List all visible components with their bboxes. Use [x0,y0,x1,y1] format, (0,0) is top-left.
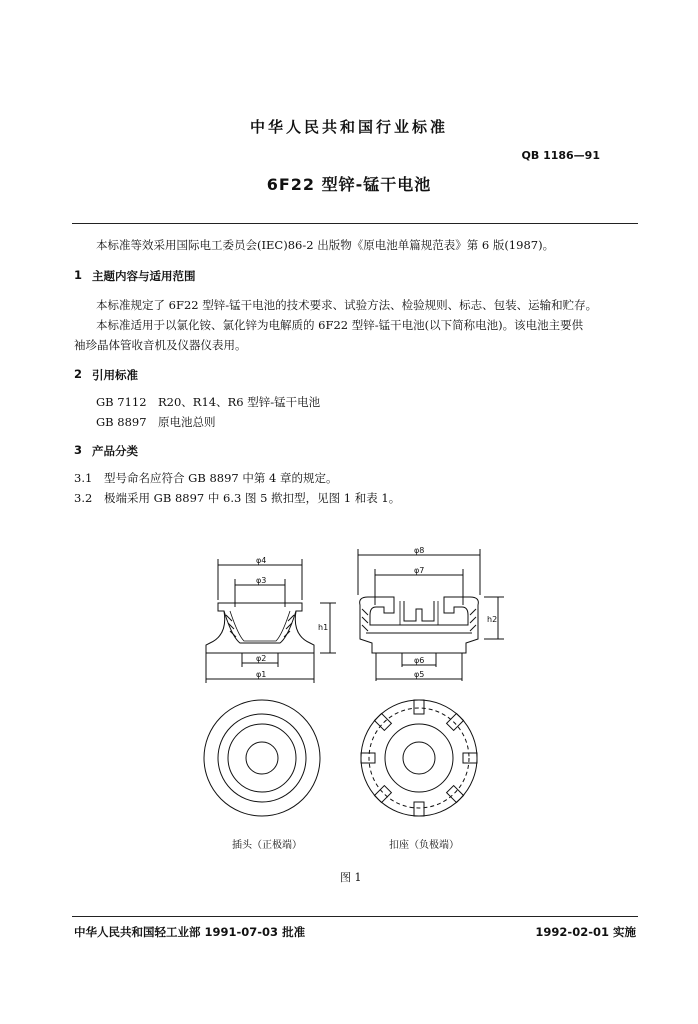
socket-caption: 扣座（负极端） [389,840,459,851]
dim-phi6: φ6 [414,656,425,665]
section-1-para-2-line-2: 袖珍晶体管收音机及仪器仪表用。 [74,338,247,352]
ref-2-code: GB 8897 [96,415,147,429]
dim-phi2: φ2 [256,654,267,663]
document-title: 6F22 型锌-锰干电池 [266,175,432,194]
section-1-para-2-line-1: 本标准适用于以氯化铵、氯化锌为电解质的 6F22 型锌-锰干电池(以下简称电池)。该电池主要供 [96,318,584,332]
ref-1-text: R20、R14、R6 型锌-锰干电池 [158,395,321,409]
section-2-title: 引用标准 [92,368,138,382]
footer-approval: 中华人民共和国轻工业部 1991-07-03 批准 [74,925,306,939]
item-3-1-number: 3.1 [74,471,93,485]
socket-side-view [358,549,504,681]
item-3-2-number: 3.2 [74,491,93,505]
footer-effective-date: 1992-02-01 实施 [535,925,636,939]
section-1-number: 1 [74,268,83,282]
dim-phi5: φ5 [414,670,425,679]
figure-1-drawing [190,545,530,860]
dim-h2: h2 [487,615,498,624]
plug-top-view [204,700,320,816]
standard-code: QB 1186—91 [521,149,600,162]
dim-phi1: φ1 [256,670,267,679]
plug-side-view [206,559,336,683]
ref-2-text: 原电池总则 [158,415,216,429]
top-rule [72,223,638,224]
dim-phi4: φ4 [256,556,267,565]
dim-phi7: φ7 [414,566,425,575]
section-1-para-1: 本标准规定了 6F22 型锌-锰干电池的技术要求、试验方法、检验规则、标志、包装、运输和贮存。 [96,298,598,312]
intro-paragraph: 本标准等效采用国际电工委员会(IEC)86-2 出版物《原电池单篇规范表》第 6 版(1987)。 [96,238,555,252]
bottom-rule [72,916,638,917]
socket-top-view [361,700,477,816]
plug-caption: 插头（正极端） [232,840,302,851]
item-3-1-text: 型号命名应符合 GB 8897 中第 4 章的规定。 [104,471,338,485]
dim-phi3: φ3 [256,576,267,585]
dim-h1: h1 [318,623,329,632]
section-3-title: 产品分类 [92,444,138,458]
section-3-number: 3 [74,443,83,457]
ref-1-code: GB 7112 [96,395,147,409]
section-1-title: 主题内容与适用范围 [92,269,196,283]
section-2-number: 2 [74,367,83,381]
figure-caption: 图 1 [340,871,362,884]
item-3-2-text: 极端采用 GB 8897 中 6.3 图 5 揿扣型，见图 1 和表 1。 [104,491,401,505]
standard-org-title: 中华人民共和国行业标准 [249,118,448,136]
dim-phi8: φ8 [414,546,425,555]
